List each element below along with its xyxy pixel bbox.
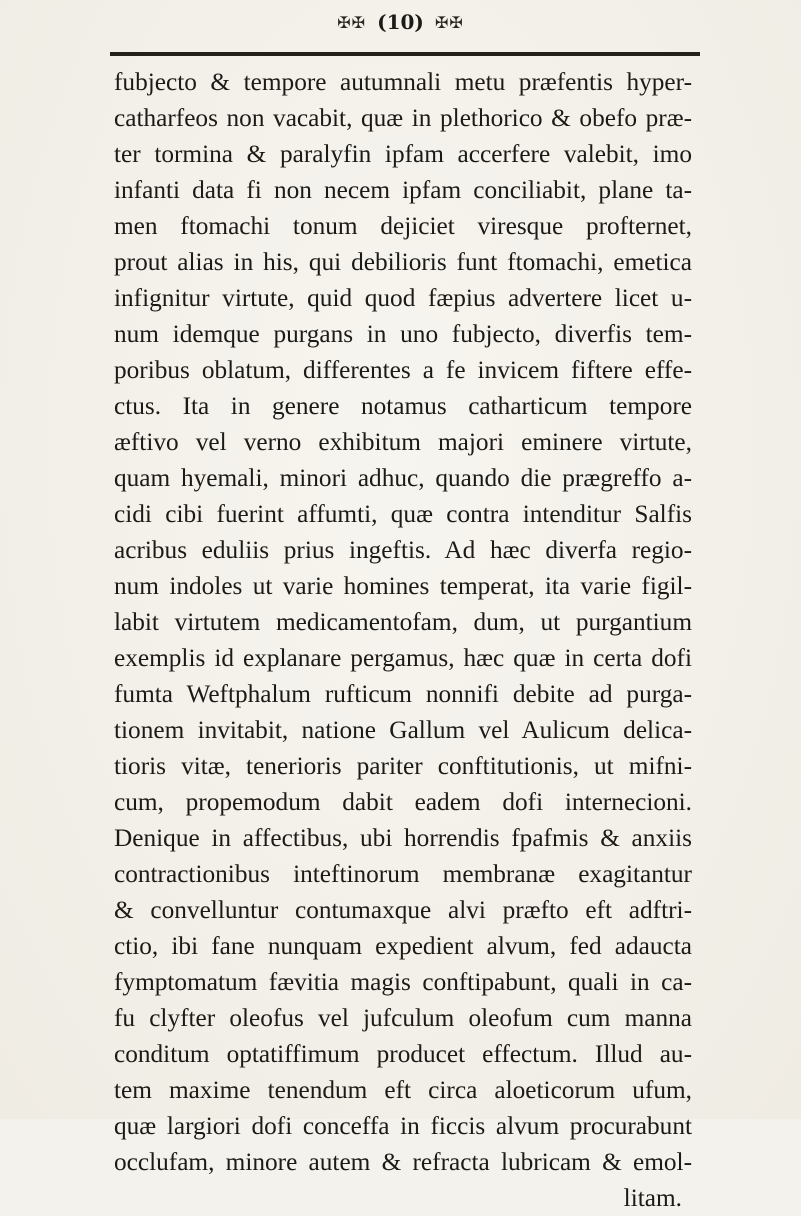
text-line: men ftomachi tonum dejiciet viresque profternet, [114, 212, 692, 240]
text-line: acribus eduliis prius ingeftis. Ad hæc diverfa regio- [114, 536, 692, 564]
page-number: (10) [377, 10, 424, 34]
text-line: prout alias in his, qui debilioris funt ftomachi, emetica [114, 248, 692, 276]
text-line: num indoles ut varie homines temperat, ita varie figil- [114, 572, 692, 600]
body-text [114, 64, 692, 1216]
text-line: contractionibus inteftinorum membranæ exagitantur [114, 860, 692, 888]
text-line: exemplis id explanare pergamus, hæc quæ in certa dofi [114, 644, 692, 672]
ornament-left: ✠✠ [337, 12, 367, 32]
last-line: litam. [623, 1184, 682, 1212]
page-header [0, 10, 801, 50]
text-line: occlufam, minore autem & refracta lubricam & emol- [114, 1148, 692, 1176]
text-line: & convelluntur contumaxque alvi præfto eft adftri- [114, 896, 692, 924]
ornament-right: ✠✠ [434, 12, 464, 32]
text-line: poribus oblatum, differentes a fe invicem fiftere effe- [114, 356, 692, 384]
text-line: infignitur virtute, quid quod fæpius advertere licet u- [114, 284, 692, 312]
text-line: ctio, ibi fane nunquam expedient alvum, fed adaucta [114, 932, 692, 960]
text-line: labit virtutem medicamentofam, dum, ut purgantium [114, 608, 692, 636]
text-line: tioris vitæ, tenerioris pariter conftitutionis, ut mifni- [114, 752, 692, 780]
text-line: tem maxime tenendum eft circa aloeticorum ufum, [114, 1076, 692, 1104]
text-line: cum, propemodum dabit eadem dofi internecioni. [114, 788, 692, 816]
text-line: fubjecto & tempore autumnali metu præfentis hyper- [114, 68, 692, 96]
text-line: ter tormina & paralyfin ipfam accerfere valebit, imo [114, 140, 692, 168]
text-line: quam hyemali, minori adhuc, quando die prægreffo a- [114, 464, 692, 492]
text-line: æftivo vel verno exhibitum majori eminere virtute, [114, 428, 692, 456]
text-line: fu clyfter oleofus vel jufculum oleofum cum manna [114, 1004, 692, 1032]
text-line: fumta Weftphalum rufticum nonnifi debite ad purga- [114, 680, 692, 708]
text-line: conditum optatiffimum producet effectum. Illud au- [114, 1040, 692, 1068]
text-line: catharfeos non vacabit, quæ in plethorico & obefo præ- [114, 104, 692, 132]
text-line: num idemque purgans in uno fubjecto, diverfis tem- [114, 320, 692, 348]
text-line: fymptomatum fævitia magis conftipabunt, quali in ca- [114, 968, 692, 996]
text-line: ctus. Ita in genere notamus catharticum tempore [114, 392, 692, 420]
text-line: infanti data fi non necem ipfam conciliabit, plane ta- [114, 176, 692, 204]
text-line: quæ largiori dofi conceffa in ficcis alvum procurabunt [114, 1112, 692, 1140]
text-line: cidi cibi fuerint affumti, quæ contra intenditur Salfis [114, 500, 692, 528]
text-line: tionem invitabit, natione Gallum vel Aulicum delica- [114, 716, 692, 744]
header-rule [110, 52, 700, 56]
text-line: Denique in affectibus, ubi horrendis fpafmis & anxiis [114, 824, 692, 852]
